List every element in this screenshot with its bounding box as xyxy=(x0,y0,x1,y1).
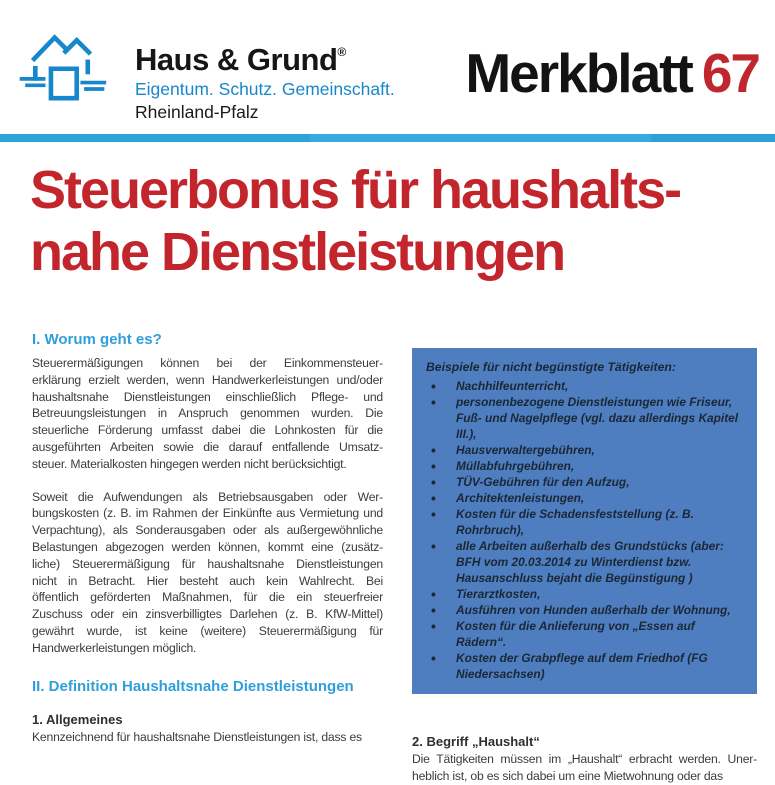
text-line: ausgeführten Arbeiten sowie die darauf entfallende Umsatz- xyxy=(32,439,383,454)
infobox-item: • Müllabfuhrgebühren, xyxy=(426,458,745,474)
text-line: steuer. Materialkosten hingegen werden nicht berücksichtigt. xyxy=(32,456,347,471)
text-line: bungskosten (z. B. im Rahmen der Einkünfte aus Vermietung und xyxy=(32,506,383,521)
brand-region: Rheinland-Pfalz xyxy=(135,102,259,123)
right-column xyxy=(412,330,757,783)
document-title-line1: Steuerbonus für haushalts- xyxy=(30,160,681,220)
masthead-number: 67 xyxy=(701,42,759,104)
masthead-title: Merkblatt xyxy=(465,42,692,104)
infobox-bullet-list xyxy=(426,378,745,682)
text-line: nicht in Betracht. Hier besteht auch kein Wahlrecht. Bei xyxy=(32,573,383,588)
registered-mark: ® xyxy=(337,45,346,59)
infobox-item: • alle Arbeiten außerhalb des Grundstücks (aber: BFH vom 20.03.2014 zu Winterdienst bzw. Hausanschluss bejaht die Begünstigung ) xyxy=(426,538,745,586)
brand-name-text: Haus & Grund xyxy=(135,42,338,77)
blue-divider-rule xyxy=(0,134,775,142)
subsection-allgemeines: 1. Allgemeines xyxy=(32,711,123,727)
document-title xyxy=(30,160,750,283)
content-columns xyxy=(32,330,757,783)
section-heading-worum-geht-es: I. Worum geht es? xyxy=(32,331,162,348)
masthead xyxy=(465,42,759,104)
text-line: Soweit die Aufwendungen als Betriebsausgaben oder Wer- xyxy=(32,489,383,504)
infobox-item: • Hausverwaltergebühren, xyxy=(426,442,745,458)
infobox-item: • Kosten der Grabpflege auf dem Friedhof (FG Niedersachsen) xyxy=(426,650,745,682)
infobox-item: • personenbezogene Dienstleistungen wie Friseur, Fuß- und Nagelpflege (vgl. dazu allerdings Kapitel III.), xyxy=(426,394,745,442)
text-line: Handwerkerleistungen möglich. xyxy=(32,640,197,655)
text-line: öffentlich geförderten Maßnahmen, für die ein steuerfreier xyxy=(32,590,383,605)
brand-block xyxy=(135,44,395,123)
text-line: heblich ist, ob es sich dabei um eine Mietwohnung oder das xyxy=(412,768,723,783)
text-line: erklärung erzielt werden, wenn Handwerkerleistungen und/oder xyxy=(32,372,383,387)
text-line: haushaltsnahe Dienstleistungen einschließlich Pflege- und xyxy=(32,389,383,404)
document-title-line2: nahe Dienstleistungen xyxy=(30,221,565,282)
text-line: Zuschuss oder ein zinsverbilligtes Darlehen (z. B. KfW-Mittel) xyxy=(32,607,383,622)
text-line: liche) Steuerermäßigung für haushaltsnahe Dienstleistungen xyxy=(32,556,383,571)
text-line: Betreuungsleistungen in Anspruch genommen wurden. Die xyxy=(32,406,383,421)
paragraph-4-clipped xyxy=(412,751,757,785)
text-line: Belastungen abgezogen werden können, kommt eine (zusätz- xyxy=(32,539,383,554)
section-begriff-haushalt xyxy=(412,733,757,785)
infobox-item: • Architektenleistungen, xyxy=(426,490,745,506)
text-line: Kennzeichnend für haushaltsnahe Dienstleistungen ist, dass es xyxy=(32,729,362,744)
brand-tagline: Eigentum. Schutz. Gemeinschaft. xyxy=(135,79,395,99)
header xyxy=(0,0,775,134)
brand-name xyxy=(135,44,395,75)
subsection-begriff-haushalt: 2. Begriff „Haushalt“ xyxy=(412,734,540,749)
infobox-title: Beispiele für nicht begünstigte Tätigkeiten: xyxy=(426,360,676,374)
text-line: Die Tätigkeiten müssen im „Haushalt“ erbracht werden. Uner- xyxy=(412,752,757,766)
haus-und-grund-logo-icon xyxy=(16,18,108,114)
paragraph-2 xyxy=(32,489,383,657)
examples-infobox xyxy=(412,348,757,694)
text-line: gewährt wurde, ist keine (weitere) Steuerermäßigung für xyxy=(32,623,383,638)
paragraph-3-clipped xyxy=(32,729,383,746)
text-line: Verpachtung), als Sonderausgaben oder als außergewöhnliche xyxy=(32,523,383,538)
infobox-item: • TÜV-Gebühren für den Aufzug, xyxy=(426,474,745,490)
infobox-item: • Tierarztkosten, xyxy=(426,586,745,602)
left-column xyxy=(32,330,383,742)
paragraph-1 xyxy=(32,355,383,473)
infobox-item: • Kosten für die Anlieferung von „Essen auf Rädern“. xyxy=(426,618,745,650)
section-heading-definition: II. Definition Haushaltsnahe Dienstleistungen xyxy=(32,677,354,695)
infobox-item: • Nachhilfeunterricht, xyxy=(426,378,745,394)
infobox-item: • Kosten für die Schadensfeststellung (z. B. Rohrbruch), xyxy=(426,506,745,538)
infobox-item: • Ausführen von Hunden außerhalb der Wohnung, xyxy=(426,602,745,618)
text-line: steuerliche Förderung umfasst dabei die Lohnkosten für die xyxy=(32,423,383,438)
text-line: Steuerermäßigungen können bei der Einkommensteuer- xyxy=(32,356,383,370)
